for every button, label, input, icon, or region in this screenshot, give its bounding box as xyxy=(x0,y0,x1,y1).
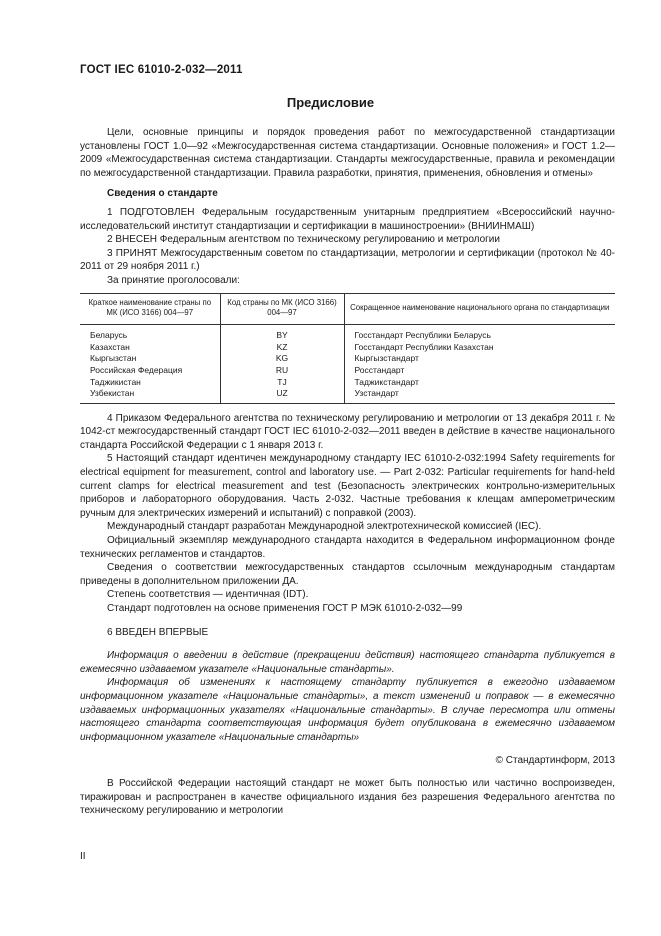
table-row xyxy=(80,377,615,389)
item-2: 2 ВНЕСЕН Федеральным агентством по техническому регулированию и метрологии xyxy=(107,234,500,246)
section-heading: Сведения о стандарте xyxy=(107,188,218,200)
document-body xyxy=(80,126,615,818)
official-copy-paragraph: Официальный экземпляр международного стандарта находится в Федеральном информационном фонде технических регламентов и стандартов. xyxy=(80,535,615,560)
body-cell: Госстандарт Республики Казахстан xyxy=(344,342,615,354)
country-cell: Беларусь xyxy=(90,330,128,341)
body-cell: Госстандарт Республики Беларусь xyxy=(344,325,615,342)
voted-label: За принятие проголосовали: xyxy=(107,274,240,286)
table-header-code: Код страны по МК (ИСО 3166) 004—97 xyxy=(220,293,344,325)
code-cell: KZ xyxy=(220,342,344,354)
item-4: 4 Приказом Федерального агентства по техническому регулированию и метрологии от 13 декабря 2011 г. № 1042-ст межгосударственный стандарт ГОСТ IEC 61010-2-032—2011 введен в действие в качестве национального стандарта Российской Федерации с 1 января 2013 г. xyxy=(80,412,615,451)
item-6: 6 ВВЕДЕН ВПЕРВЫЕ xyxy=(107,626,209,638)
basis-paragraph: Стандарт подготовлен на основе применения ГОСТ Р МЭК 61010-2-032—99 xyxy=(107,603,463,614)
body-cell: Кыргызстандарт xyxy=(344,353,615,365)
item-3: 3 ПРИНЯТ Межгосударственным советом по стандартизации, метрологии и сертификации (протокол № 40-2011 от 29 ноября 2011 г.) xyxy=(80,247,615,273)
references-paragraph: Сведения о соответствии межгосударственных стандартов ссылочным международным стандартам приведены в дополнительном приложении ДА. xyxy=(80,562,615,587)
page-number: II xyxy=(80,851,86,862)
code-cell: BY xyxy=(220,325,344,342)
table-row xyxy=(80,388,615,403)
item-1: 1 ПОДГОТОВЛЕН Федеральным государственным унитарным предприятием «Всероссийский научно-исследовательский институт стандартизации и сертификации в машиностроении» (ВНИИНМАШ) xyxy=(80,206,615,232)
body-cell: Таджикстандарт xyxy=(344,377,615,389)
changes-note: Информация об изменениях к настоящему стандарту публикуется в ежегодно издаваемом информационном указателе «Национальные стандарты», а текст изменений и поправок — в ежемесячно издаваемых информационных указателях «Национальные стандарты». В случае пересмотра или отмены настоящего стандарта соответствующая информация будет опубликована в ежемесячно издаваемом информационном указателе «Национальные стандарты» xyxy=(80,677,615,743)
body-cell: Узстандарт xyxy=(344,388,615,403)
standard-header: ГОСТ IEC 61010-2-032—2011 xyxy=(80,64,243,76)
table-row xyxy=(80,365,615,377)
country-cell: Таджикистан xyxy=(90,376,141,387)
reproduction-notice: В Российской Федерации настоящий стандарт не может быть полностью или частично воспроизведен, тиражирован и распространен в качестве официального издания без разрешения Федерального агентства по техническому регулированию и метрологии xyxy=(80,777,615,817)
body-cell: Росстандарт xyxy=(344,365,615,377)
code-cell: UZ xyxy=(220,388,344,403)
voting-states-table xyxy=(80,293,615,404)
intro-paragraph: Цели, основные принципы и порядок проведения работ по межгосударственной стандартизации установлены ГОСТ 1.0—92 «Межгосударственная система стандартизации. Основные положения» и ГОСТ 1.2—2009 «Межгосударственная система стандартизации. Стандарты межгосударственные, правила и рекомендации по межгосударственной стандартизации. Правила разработки, принятия, применения, обновления и отмены» xyxy=(80,127,615,179)
table-header-country: Краткое наименование страны по МК (ИСО 3166) 004—97 xyxy=(80,293,220,325)
table-row xyxy=(80,342,615,354)
table-row xyxy=(80,353,615,365)
table-row xyxy=(80,325,615,342)
code-cell: RU xyxy=(220,365,344,377)
iec-paragraph: Международный стандарт разработан Международной электротехнической комиссией (IEC). xyxy=(107,521,542,533)
country-cell: Российская Федерация xyxy=(90,364,183,375)
code-cell: KG xyxy=(220,353,344,365)
code-cell: TJ xyxy=(220,377,344,389)
copyright-line: © Стандартинформ, 2013 xyxy=(495,755,615,767)
country-cell: Узбекистан xyxy=(80,388,220,403)
table-header-body: Сокращенное наименование национального органа по стандартизации xyxy=(344,293,615,325)
publication-note: Информация о введении в действие (прекращении действия) настоящего стандарта публикуется в ежемесячно издаваемом указателе «Национальные стандарты». xyxy=(80,650,615,675)
page-title: Предисловие xyxy=(286,95,375,110)
degree-paragraph: Степень соответствия — идентичная (IDT). xyxy=(107,589,309,601)
country-cell: Казахстан xyxy=(90,341,130,352)
table-header-row xyxy=(80,293,615,325)
item-5: 5 Настоящий стандарт идентичен международному стандарту IEC 61010-2-032:1994 Safety requirements for electrical equipment for measurement, control and laboratory use. — Part 2-032: Particular requirements for hand-held current clamps for electrical measurement and test (Безопасность электрических контрольно-измерительных приборов и лабораторного оборудования. Часть 2-032. Частные требования к клещам амперометрическим ручным для электрических измерений и испытаний) с поправкой (2003). xyxy=(80,453,615,519)
country-cell: Кыргызстан xyxy=(90,353,137,364)
